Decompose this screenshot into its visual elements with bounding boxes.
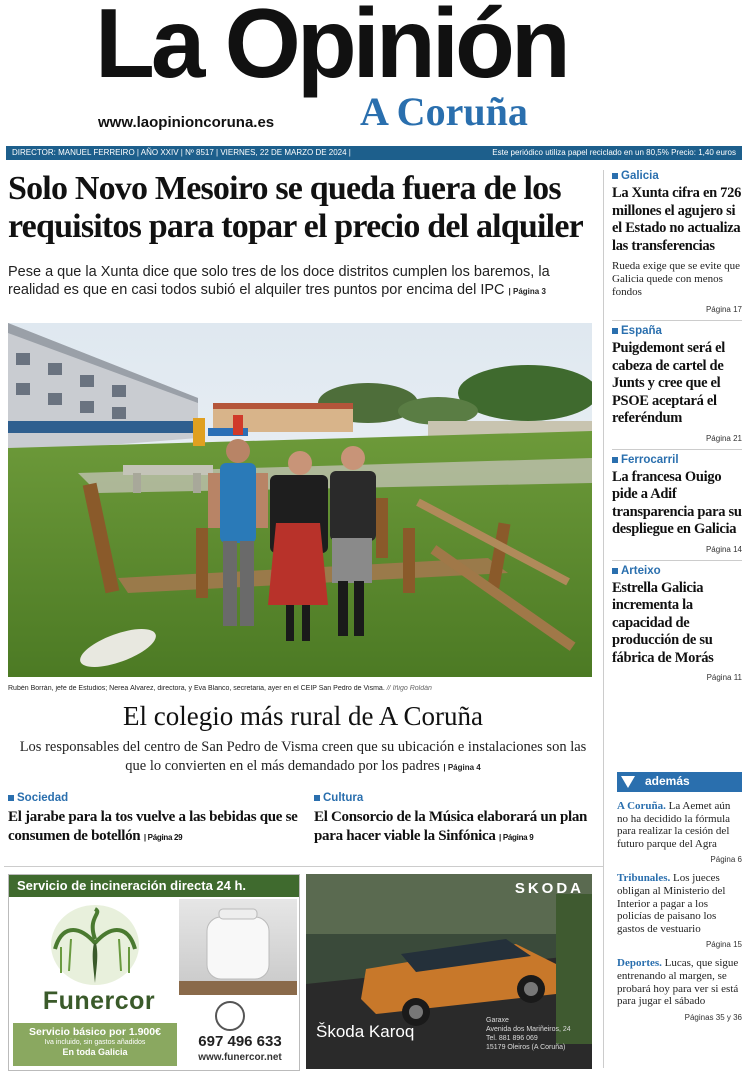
section-label-sociedad [8,792,298,804]
story-headline-text: El Consorcio de la Música elaborará un plan para hacer viable la Sinfónica [314,809,588,844]
brief-page-ref: Página 6 [710,855,742,865]
brief-item[interactable] [617,800,742,864]
brief-page-ref: Páginas 35 y 36 [684,1012,742,1022]
story-cultura[interactable] [314,792,602,847]
sidebar-story-arteixo[interactable] [612,560,742,683]
sidebar-story-ferrocarril[interactable] [612,449,742,554]
main-page-ref: | Página 3 [508,287,546,296]
brief-item[interactable] [617,872,742,949]
briefs [617,800,742,1022]
dealer-line: Avenida dos Mariñeiros, 24 [486,1026,571,1033]
ad-funercor-banner: Servicio de incineración directa 24 h. [9,875,299,897]
ad-skoda[interactable] [306,874,592,1069]
main-deck [8,263,603,301]
sidebar-headline: La francesa Ouigo pide a Adif transparencia para su despliegue en Galicia [612,468,742,537]
brief-lead: A Coruña. [617,800,666,812]
section-square-icon [612,328,618,334]
column-divider [603,170,604,1068]
sidebar-label-text: España [621,325,662,337]
story-headline [8,808,298,847]
section-label-text: Cultura [323,792,364,804]
sidebar-headline: Estrella Galicia incrementa la capacidad de producción de su fábrica de Morás [612,579,714,666]
brief-text: Lucas, que sigue entrenando al margen, se probará hoy para ver si está para jugar el sábado [617,957,739,1008]
ad-skoda-dealer [486,1016,571,1052]
sidebar-label-text: Ferrocarril [621,453,679,466]
urn-icon [179,899,297,995]
ad-funercor-phone[interactable]: 697 496 633 [198,1033,282,1050]
section-square-icon [612,568,618,574]
ad-funercor-offer-area: En toda Galicia [62,1047,128,1057]
brief-lead: Deportes. [617,957,662,970]
sidebar-label [612,565,742,577]
story-page-ref: | Página 9 [499,833,534,842]
sidebar-subhead: Rueda exige que se evite que Galicia quede con menos fondos [612,260,740,298]
story-page-ref: | Página 29 [143,833,183,842]
dealer-line: 15179 Oleiros (A Coruña) [486,1044,566,1051]
sidebar-page-ref: Página 21 [705,433,742,443]
second-deck-text: Los responsables del centro de San Pedro de Visma creen que su ubicación e instalaciones son las que lo convierten en el más demandado por los padres [19,739,587,774]
brief-item[interactable] [617,957,742,1021]
ad-skoda-brand: SKODA [514,880,584,897]
sidebar-page-ref: Página 17 [705,305,742,314]
photo-caption-text: Rubén Borrán, jefe de Estudios; Nerea Álvarez, directora, y Eva Blanco, secretaria, ayer en el CEIP San Pedro de Visma. [8,685,385,692]
sidebar-story-galicia[interactable] [612,170,742,314]
section-label-text: Sociedad [17,792,69,804]
ad-funercor-offer-note: Iva incluido, sin gastos añadidos [44,1039,146,1046]
sidebar [612,170,742,688]
sidebar-page-ref: Página 11 [706,673,742,682]
sidebar-headline: Puigdemont será el cabeza de cartel de Junts y cree que el PSOE aceptará el referéndum [612,340,726,426]
ademas-label: además [645,774,690,788]
sidebar-page-ref: Página 14 [705,544,742,554]
photo-caption [8,685,598,692]
ad-funercor-url[interactable]: www.funercor.net [198,1052,282,1063]
triangle-down-icon [621,776,635,788]
story-headline [314,808,602,847]
ademas-banner [617,772,742,792]
tree-logo-icon [47,903,143,987]
sidebar-label [612,170,742,182]
info-bar-left: DIRECTOR: MANUEL FERREIRO | AÑO XXIV | Nº 8517 | VIERNES, 22 DE MARZO DE 2024 | [12,148,351,157]
leaf-circle-icon [215,1001,245,1031]
story-headline-text: El jarabe para la tos vuelve a las bebidas que se consumen de botellón [8,809,298,844]
main-photo [8,323,592,677]
ad-funercor-urn-photo [179,899,297,995]
brief-text: Los jueces obligan al Ministerio del Interior a pagar a los policías de paisano los gastos de vestuario [617,872,726,935]
masthead-city: A Coruña [360,89,528,134]
brief-text: La Aemet aún no ha decidido la fórmula para realizar la cesión del futuro parque del Agra [617,800,731,850]
sidebar-story-espana[interactable] [612,320,742,443]
brief-page-ref: Página 15 [705,940,742,950]
section-label-cultura [314,792,602,804]
section-square-icon [612,173,618,179]
ad-skoda-model: Škoda Karoq [316,1022,415,1041]
ad-funercor-offer: Servicio básico por 1.900€ [29,1026,161,1038]
info-bar-right: Este periódico utiliza papel reciclado en un 80,5% Precio: 1,40 euros [492,148,736,157]
section-square-icon [612,457,618,463]
second-deck [8,738,598,777]
masthead-title: La Opinión [95,0,567,98]
second-headline[interactable]: El colegio más rural de A Coruña [123,701,483,731]
sidebar-label-text: Galicia [621,170,659,182]
sidebar-label-text: Arteixo [621,564,661,577]
main-headline[interactable]: Solo Novo Mesoiro se queda fuera de los requisitos para topar el precio del alquiler [8,170,583,245]
dealer-line: Tel. 881 896 069 [486,1035,538,1042]
ads-divider [4,866,604,867]
ad-funercor-offer-box [13,1023,177,1066]
school-yard-photo [8,323,592,677]
story-sociedad[interactable] [8,792,298,847]
info-bar [6,146,742,160]
main-deck-text: Pese a que la Xunta dice que solo tres de los doce distritos cumplen los baremos, la realidad es que en casi todos subió el alquiler tres puntos por encima del IPC [8,264,550,298]
ad-funercor[interactable] [8,874,300,1071]
section-square-icon [8,795,14,801]
brief-lead: Tribunales. [617,872,671,885]
sidebar-label [612,325,742,337]
sidebar-label [612,454,742,466]
photo-credit: // Iñigo Roldán [386,685,432,692]
ad-funercor-brand: Funercor [42,987,156,1015]
dealer-line: Garaxe [486,1017,509,1024]
sidebar-headline: La Xunta cifra en 726 millones el agujero si el Estado no actualiza las transferencias [612,185,742,254]
section-square-icon [314,795,320,801]
second-page-ref: | Página 4 [443,763,481,772]
masthead-url[interactable]: www.laopinioncoruna.es [98,114,275,131]
